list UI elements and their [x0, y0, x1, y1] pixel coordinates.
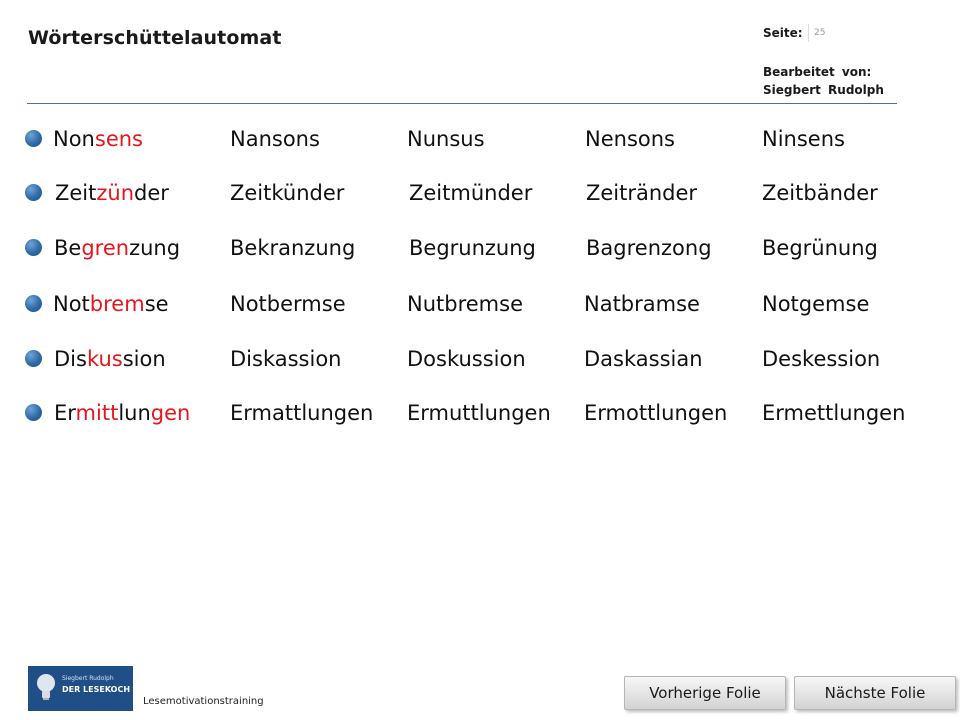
option-word: Natbramse	[584, 292, 700, 316]
page-number: 25	[808, 24, 825, 42]
page-title: Wörterschüttelautomat	[28, 27, 282, 49]
logo-author: Siegbert Rudolph	[62, 675, 114, 682]
option-word: Ninsens	[762, 127, 845, 151]
header-divider	[27, 103, 897, 104]
option-word: Nunsus	[407, 127, 485, 151]
option-word: Doskussion	[407, 347, 526, 371]
bullet-icon[interactable]	[25, 184, 42, 201]
target-word: Ermittlungen	[54, 401, 191, 425]
previous-slide-button[interactable]: Vorherige Folie	[624, 676, 786, 710]
bullet-icon[interactable]	[25, 295, 42, 312]
target-word: Nonsens	[53, 127, 143, 151]
target-word: Begrenzung	[54, 236, 181, 260]
option-word: Nutbremse	[407, 292, 523, 316]
option-word: Begrunzung	[409, 236, 536, 260]
edited-by-label: Bearbeitet von:	[763, 65, 872, 79]
lightbulb-icon	[33, 672, 59, 702]
option-word: Bagrenzong	[586, 236, 712, 260]
logo-brand: DER LESEKOCH	[62, 685, 131, 694]
option-word: Zeitkünder	[230, 181, 345, 205]
option-word: Nensons	[585, 127, 675, 151]
bullet-icon[interactable]	[25, 239, 42, 256]
page-label: Seite:	[763, 26, 803, 40]
option-word: Ermuttlungen	[407, 401, 551, 425]
bullet-icon[interactable]	[25, 404, 42, 421]
lesekoch-logo	[28, 666, 133, 711]
bullet-icon[interactable]	[25, 350, 42, 367]
next-slide-button[interactable]: Nächste Folie	[794, 676, 956, 710]
option-word: Notbermse	[230, 292, 346, 316]
target-word: Notbremse	[53, 292, 169, 316]
option-word: Daskassian	[584, 347, 703, 371]
option-word: Diskassion	[230, 347, 342, 371]
option-word: Ermettlungen	[762, 401, 906, 425]
option-word: Ermattlungen	[230, 401, 374, 425]
option-word: Nansons	[230, 127, 320, 151]
target-word: Zeitzünder	[55, 181, 169, 205]
footer-label: Lesemotivationstraining	[143, 696, 264, 707]
edited-by-name: Siegbert Rudolph	[763, 83, 884, 97]
option-word: Notgemse	[762, 292, 870, 316]
edited-by	[763, 63, 884, 99]
option-word: Begrünung	[762, 236, 878, 260]
option-word: Zeitbänder	[762, 181, 878, 205]
option-word: Zeitränder	[586, 181, 698, 205]
option-word: Zeitmünder	[409, 181, 533, 205]
bullet-icon[interactable]	[25, 130, 42, 147]
option-word: Deskession	[762, 347, 881, 371]
option-word: Bekranzung	[230, 236, 356, 260]
target-word: Diskussion	[54, 347, 166, 371]
option-word: Ermottlungen	[584, 401, 728, 425]
